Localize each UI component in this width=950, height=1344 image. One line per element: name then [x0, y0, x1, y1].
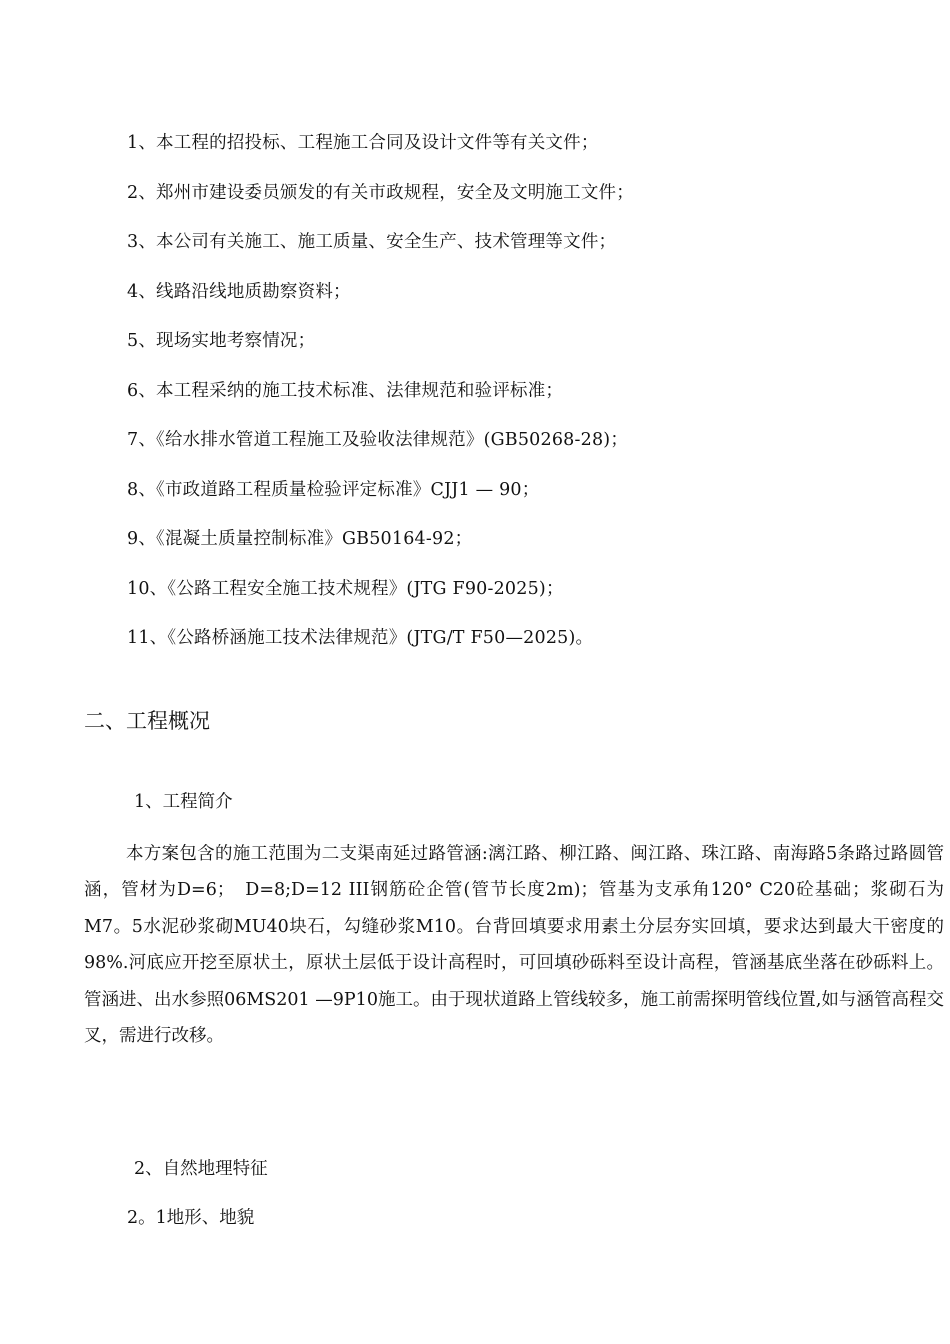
- reference-item: 7、《给水排水管道工程施工及验收法律规范》(GB50268-28)；: [127, 430, 629, 450]
- reference-item: 5、现场实地考察情况；: [127, 331, 316, 351]
- reference-item: 8、《市政道路工程质量检验评定标准》CJJ1 — 90；: [127, 479, 540, 500]
- reference-item: 1、本工程的招投标、工程施工合同及设计文件等有关文件；: [127, 133, 599, 153]
- reference-item: 4、线路沿线地质勘察资料；: [127, 281, 351, 302]
- project-intro-paragraph: 本方案包含的施工范围为二支渠南延过路管涵:漓江路、柳江路、闽江路、珠江路、南海路5条路过路圆管涵，管材为D=6； D=8;D=12 III钢筋砼企管(管节长度2m)；管基为支承角120° C20砼基础；浆砌石为M7。5水泥砂浆砌MU40块石，勾缝砂浆M10。台背回填要求用素土分层夯实回填，要求达到最大干密度的98%.河底应开挖至原状土，原状土层低于设计高程时，可回填砂砾料至设计高程，管涵基底坐落在砂砾料上。管涵进、出水参照06MS201 —9P10施工。由于现状道路上管线较多，施工前需探明管线位置,如与涵管高程交叉，需进行改移。: [84, 844, 944, 1047]
- reference-item: 2、郑州市建设委员颁发的有关市政规程，安全及文明施工文件；: [127, 182, 634, 203]
- reference-list: [127, 128, 917, 673]
- reference-item: 10、《公路工程安全施工技术规程》(JTG F90-2025)；: [127, 578, 564, 599]
- reference-item: 6、本工程采纳的施工技术标准、法律规范和验评标准；: [127, 380, 564, 401]
- reference-item: 9、《混凝土质量控制标准》GB50164-92；: [127, 529, 473, 549]
- subsection-title-project-intro: 1、工程简介: [134, 792, 233, 812]
- reference-item: 11、《公路桥涵施工技术法律规范》(JTG/T F50—2025)。: [127, 628, 594, 648]
- section-heading: 二、工程概况: [84, 709, 210, 733]
- subsection-title-natural-geography: 2、自然地理特征: [134, 1159, 268, 1179]
- reference-item: 3、本公司有关施工、施工质量、安全生产、技术管理等文件；: [127, 232, 617, 252]
- subsection-title-terrain: 2。1地形、地貌: [127, 1208, 255, 1228]
